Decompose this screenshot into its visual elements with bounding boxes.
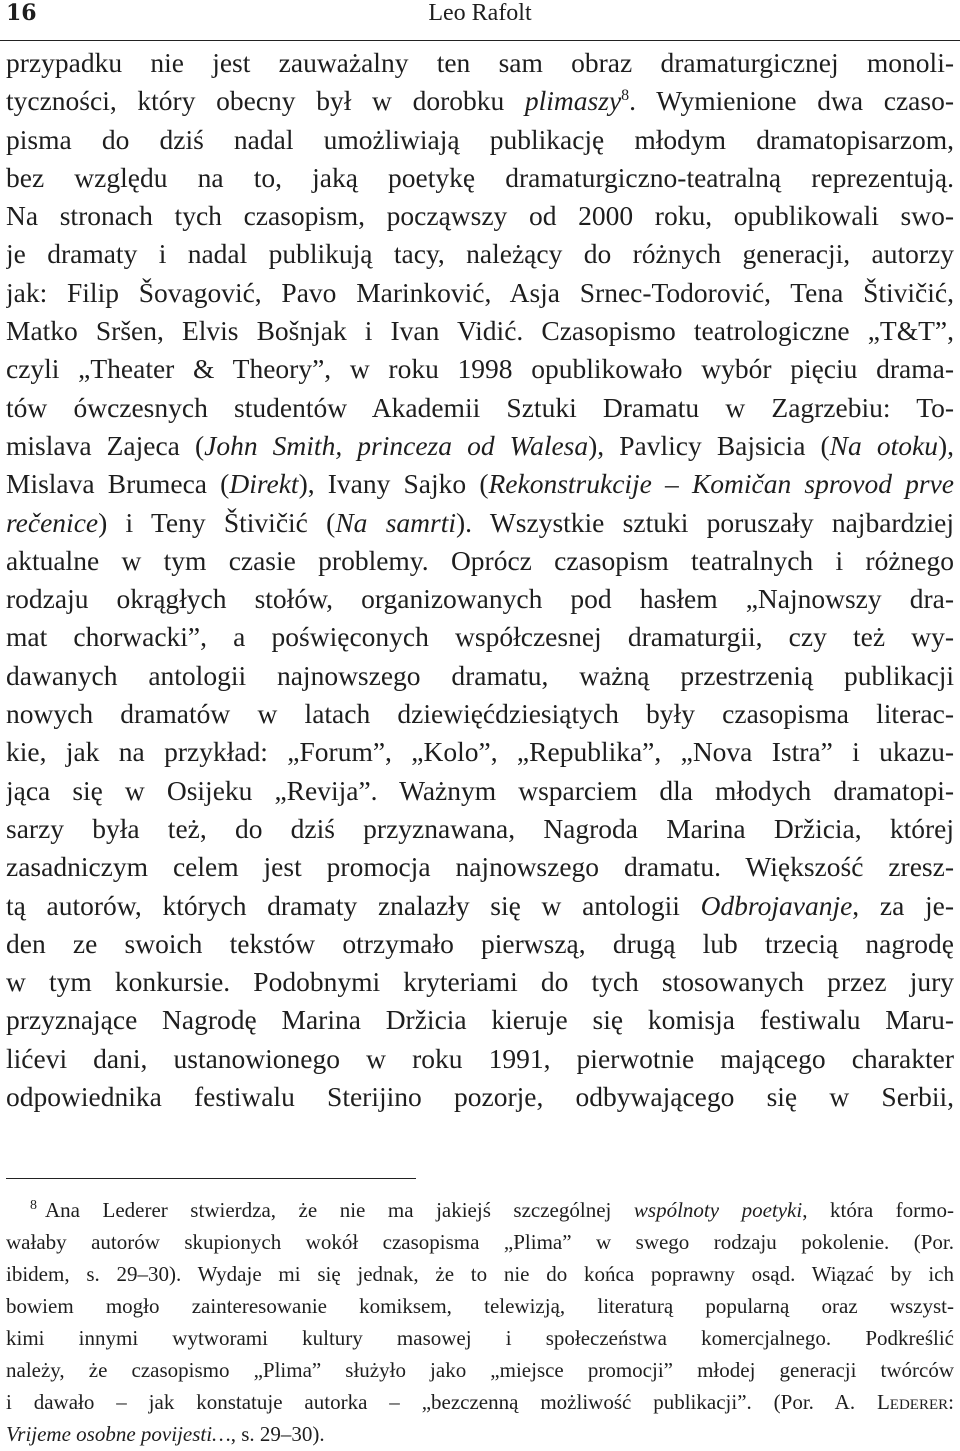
text-line: nowych dramatów w latach dziewięćdziesiątych były czasopisma literac- bbox=[6, 698, 954, 730]
text-line: mislava Zajeca (John Smith, princeza od Walesa), Pavlicy Bajsicia (Na otoku), bbox=[6, 429, 954, 461]
text-line: tyczności, który obecny był w dorobku plimaszy$^8$. Wymienione dwa czaso- bbox=[6, 85, 954, 117]
italic-title: John Smith, princeza od Walesa bbox=[204, 429, 589, 461]
italic-term: plimaszy bbox=[524, 85, 622, 117]
text-line: mat chorwacki”, a poświęconych współczesnej dramaturgii, czy też wy- bbox=[6, 621, 954, 653]
text-line: sarzy była też, do dziś przyznawana, Nagroda Marina Držicia, której bbox=[6, 812, 954, 844]
text-line: pisma do dziś nadal umożliwiają publikację młodym dramatopisarzom, bbox=[6, 123, 954, 155]
text-line: czyli „Theater & Theory”, w roku 1998 opublikowało wybór pięciu drama- bbox=[6, 353, 954, 385]
italic-title: Na samrti bbox=[335, 506, 457, 538]
text-line: aktualne w tym czasie problemy. Oprócz czasopism teatralnych i różnego bbox=[6, 544, 954, 576]
text-line: jak: Filip Šovagović, Pavo Marinković, Asja Srnec-Todorović, Tena Štivičić, bbox=[6, 276, 954, 308]
body-text bbox=[6, 44, 954, 1116]
text-line: w tym konkursie. Podobnymi kryteriami do tych stosowanych przez jury bbox=[6, 966, 954, 998]
italic-title: Vrijeme osobne povijesti… bbox=[6, 1422, 231, 1446]
footnote-line: Vrijeme osobne povijesti…, s. 29–30). bbox=[6, 1422, 325, 1446]
footnote-reference[interactable]: 8 bbox=[621, 87, 630, 105]
text-line: jąca się w Osijeku „Revija”. Ważnym wsparciem dla młodych dramatopi- bbox=[6, 774, 954, 806]
footnote-line: i dawało – jak konstatuje autorka – „bezczenną możliwość publikacji”. (Por. A. Lederer: bbox=[6, 1390, 954, 1414]
italic-title: Na otoku bbox=[829, 429, 938, 461]
text-line: Matko Sršen, Elvis Bošnjak i Ivan Vidić. Czasopismo teatrologiczne „T&T”, bbox=[6, 315, 954, 347]
text-line: bez względu na to, jaką poetykę dramaturgiczno-teatralną reprezentują. bbox=[6, 161, 954, 193]
text-line: przyznające Nagrodę Marina Držicia kieruje się komisja festiwalu Maru- bbox=[6, 1004, 954, 1036]
footnote-separator bbox=[6, 1178, 416, 1179]
footnote-line: ibidem, s. 29–30). Wydaje mi się jednak, że to nie do końca poprawny osąd. Wiązać by ich bbox=[6, 1262, 954, 1286]
running-head-author: Leo Rafolt bbox=[428, 0, 532, 26]
text-line: odpowiednika festiwalu Sterijino pozorje, odbywającego się w Serbii, bbox=[6, 1081, 954, 1113]
footnote-line: $^8$ Ana Lederer stwierdza, że nie ma jakiejś szczególnej wspólnoty poetyki, która formo- bbox=[30, 1198, 954, 1222]
page-number: 16 bbox=[6, 0, 37, 26]
text-line: dawanych antologii najnowszego dramatu, ważną przestrzenią publikacji bbox=[6, 659, 954, 691]
footnote-line: wałaby autorów skupionych wokół czasopisma „Plima” w swego rodzaju pokolenie. (Por. bbox=[6, 1230, 954, 1254]
text-line: Na stronach tych czasopism, począwszy od 2000 roku, opublikowali swo- bbox=[6, 200, 954, 232]
italic-title: Direkt bbox=[229, 468, 299, 500]
italic-title: Rekonstrukcije – Komičan sprovod prve bbox=[488, 468, 954, 500]
text-line: je dramaty i nadal publikują tacy, należący do różnych generacji, autorzy bbox=[6, 238, 954, 270]
text-line: tą autorów, których dramaty znalazły się w antologii Odbrojavanje, za je- bbox=[6, 889, 954, 921]
italic-term: wspólnoty poetyki bbox=[633, 1198, 803, 1222]
author-small-caps: Lederer bbox=[876, 1390, 949, 1414]
text-line: tów ówczesnych studentów Akademii Sztuki Dramatu w Zagrzebiu: To- bbox=[6, 391, 954, 423]
text-line: rečenice) i Teny Štivičić (Na samrti). Wszystkie sztuki poruszały najbardziej bbox=[6, 506, 954, 538]
text-line: przypadku nie jest zauważalny ten sam obraz dramaturgicznej monoli- bbox=[6, 47, 954, 78]
footnote bbox=[6, 1194, 954, 1450]
footnote-line: kimi innymi wytworami kultury masowej i społeczeństwa komercjalnego. Podkreślić bbox=[6, 1326, 954, 1350]
text-line: Mislava Brumeca (Direkt), Ivany Sajko (Rekonstrukcije – Komičan sprovod prve bbox=[6, 468, 954, 500]
text-line: den ze swoich tekstów otrzymało pierwszą, drugą lub trzecią nagrodę bbox=[6, 927, 954, 959]
text-line: rodzaju okrągłych stołów, organizowanych pod hasłem „Najnowszy dra- bbox=[6, 583, 954, 615]
footnote-line: należy, że czasopismo „Plima” służyło jako „miejsce promocji” młodej generacji twórców bbox=[6, 1358, 954, 1382]
footnote-number: 8 bbox=[30, 1198, 37, 1213]
page-header bbox=[0, 0, 960, 41]
text-line: zasadniczym celem jest promocja najnowszego dramatu. Większość zresz- bbox=[6, 851, 954, 883]
footnote-line: bowiem mogło zainteresowanie komiksem, telewizją, literaturą popularną oraz wszyst- bbox=[6, 1294, 954, 1318]
text-line: lićevi dani, ustanowionego w roku 1991, pierwotnie mającego charakter bbox=[6, 1042, 954, 1074]
italic-title: rečenice bbox=[6, 506, 99, 538]
text-line: kie, jak na przykład: „Forum”, „Kolo”, „Republika”, „Nova Istra” i ukazu- bbox=[6, 736, 954, 768]
italic-title: Odbrojavanje bbox=[700, 889, 853, 921]
